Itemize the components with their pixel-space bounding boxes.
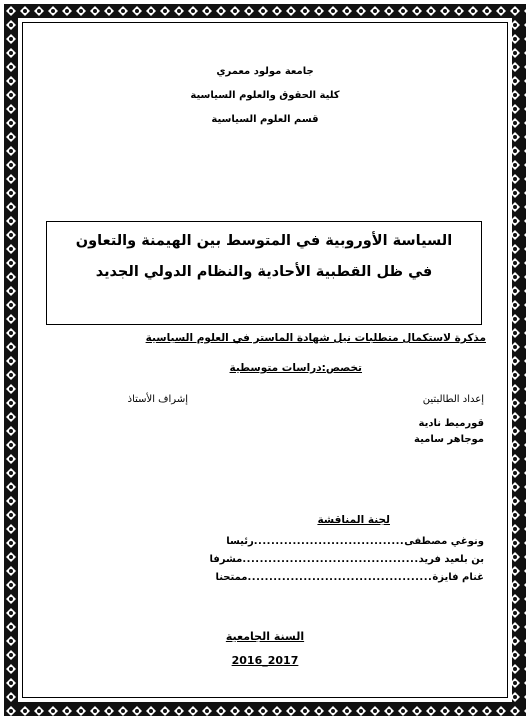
committee-title: لجنة المناقشة xyxy=(317,514,390,526)
committee-member xyxy=(44,572,484,583)
member-role: رئيسا xyxy=(226,536,254,547)
memo-statement: مذكرة لاستكمال متطلبات نيل شهادة الماستر في العلوم السياسية xyxy=(145,332,486,344)
prepared-by-label: إعداد الطالبتين xyxy=(422,394,484,405)
member-role: مشرفا xyxy=(209,554,243,565)
thesis-title-box xyxy=(46,221,482,325)
specialization: تخصص:دراسات متوسطية xyxy=(229,362,362,374)
committee-member xyxy=(44,554,484,565)
member-role: ممتحنا xyxy=(215,572,248,583)
leader-dots: ........................................... xyxy=(247,572,433,583)
department-name: قسم العلوم السياسية xyxy=(211,114,319,125)
title-page xyxy=(22,22,508,698)
member-name: ونوغي مصطفى xyxy=(404,536,484,547)
member-name: بن بلعيد فريد xyxy=(418,554,484,565)
leader-dots: ......................................... xyxy=(242,554,419,565)
academic-year-label: السنة الجامعية xyxy=(225,630,305,643)
student-name: قورميط نادية xyxy=(418,418,484,429)
supervisor-label: إشراف الأستاذ xyxy=(127,394,188,405)
faculty-name: كلية الحقوق والعلوم السياسية xyxy=(190,90,340,101)
committee-member xyxy=(44,536,484,547)
member-name: غنام فايزة xyxy=(432,572,484,583)
student-name: موجاهر سامية xyxy=(414,434,484,445)
academic-year-value: 2016_2017 xyxy=(231,654,299,667)
leader-dots: ................................... xyxy=(253,536,405,547)
thesis-title-line-1: السياسة الأوروبية في المتوسط بين الهيمنة والتعاون xyxy=(75,233,453,249)
university-name: جامعة مولود معمري xyxy=(216,66,314,77)
thesis-title-line-2: في ظل القطبية الأحادية والنظام الدولي الجديد xyxy=(95,264,433,280)
